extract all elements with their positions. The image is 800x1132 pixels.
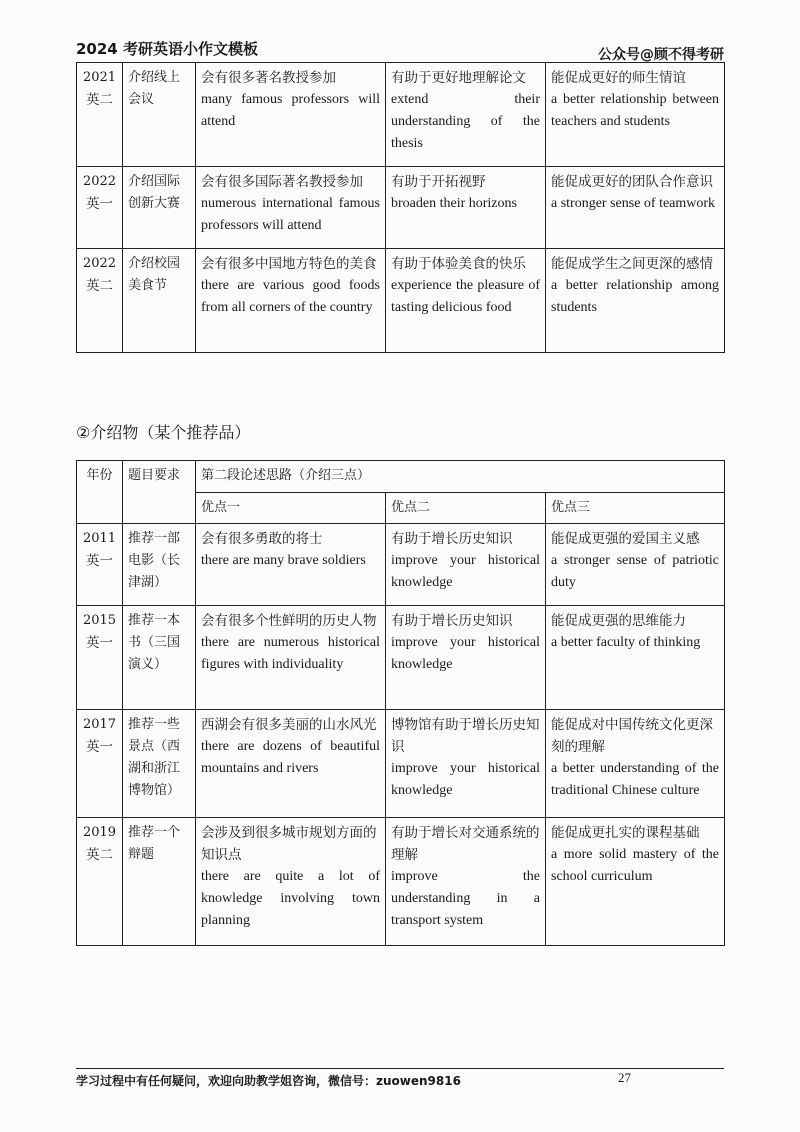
point-three-cell: 能促成更好的师生情谊 a better relationship between teachers and students bbox=[546, 63, 725, 167]
point-one-cell: 会有很多中国地方特色的美食 there are various good foods from all corners of the country bbox=[196, 249, 386, 353]
table-row bbox=[77, 710, 725, 818]
topic-cell: 推荐一本书（三国演义） bbox=[123, 606, 196, 710]
topic-cell: 介绍国际创新大赛 bbox=[123, 167, 196, 249]
table-row bbox=[77, 63, 725, 167]
table-row bbox=[77, 167, 725, 249]
page-header bbox=[76, 34, 724, 63]
year-cell: 2022 英二 bbox=[77, 249, 123, 353]
year-cell: 2021 英二 bbox=[77, 63, 123, 167]
point-two-cell: 有助于体验美食的快乐 experience the pleasure of tasting delicious food bbox=[386, 249, 546, 353]
table-recommendations bbox=[76, 460, 725, 946]
column-header-topic: 题目要求 bbox=[123, 461, 196, 524]
point-one-cell: 会有很多著名教授参加 many famous professors will attend bbox=[196, 63, 386, 167]
header-account: 公众号@顾不得考研 bbox=[598, 47, 724, 63]
page-number: 27 bbox=[618, 1070, 631, 1085]
table-header-row bbox=[77, 461, 725, 493]
point-two-cell: 有助于增长历史知识 improve your historical knowledge bbox=[386, 524, 546, 606]
year-cell: 2017 英一 bbox=[77, 710, 123, 818]
year-cell: 2022 英一 bbox=[77, 167, 123, 249]
column-header-point-two: 优点二 bbox=[386, 493, 546, 524]
point-two-cell: 有助于更好地理解论文 extend their understanding of the thesis bbox=[386, 63, 546, 167]
point-one-cell: 西湖会有很多美丽的山水风光 there are dozens of beautiful mountains and rivers bbox=[196, 710, 386, 818]
point-two-cell: 有助于增长历史知识 improve your historical knowledge bbox=[386, 606, 546, 710]
column-header-point-one: 优点一 bbox=[196, 493, 386, 524]
point-two-cell: 博物馆有助于增长历史知识 improve your historical knowledge bbox=[386, 710, 546, 818]
point-three-cell: 能促成更强的思维能力 a better faculty of thinking bbox=[546, 606, 725, 710]
table-people-events bbox=[76, 62, 725, 353]
table-row bbox=[77, 524, 725, 606]
column-header-year: 年份 bbox=[77, 461, 123, 524]
topic-cell: 推荐一部电影（长津湖） bbox=[123, 524, 196, 606]
table-row bbox=[77, 818, 725, 946]
table-row bbox=[77, 606, 725, 710]
topic-cell: 推荐一个辩题 bbox=[123, 818, 196, 946]
footer-divider bbox=[76, 1068, 724, 1069]
point-two-cell: 有助于增长对交通系统的理解 improve the understanding in a transport system bbox=[386, 818, 546, 946]
year-cell: 2015 英一 bbox=[77, 606, 123, 710]
point-one-cell: 会涉及到很多城市规划方面的知识点 there are quite a lot of knowledge involving town planning bbox=[196, 818, 386, 946]
section-heading: ②介绍物（某个推荐品） bbox=[76, 423, 251, 442]
header-title: 2024 考研英语小作文模板 bbox=[76, 40, 258, 58]
point-one-cell: 会有很多勇敢的将士 there are many brave soldiers bbox=[196, 524, 386, 606]
point-one-cell: 会有很多国际著名教授参加 numerous international famous professors will attend bbox=[196, 167, 386, 249]
point-three-cell: 能促成对中国传统文化更深刻的理解 a better understanding of the traditional Chinese culture bbox=[546, 710, 725, 818]
point-three-cell: 能促成更扎实的课程基础 a more solid mastery of the school curriculum bbox=[546, 818, 725, 946]
footer-note: 学习过程中有任何疑问，欢迎向助教学姐咨询，微信号：zuowen9816 bbox=[76, 1074, 461, 1088]
point-three-cell: 能促成更强的爱国主义感 a stronger sense of patriotic duty bbox=[546, 524, 725, 606]
topic-cell: 推荐一些景点（西湖和浙江博物馆） bbox=[123, 710, 196, 818]
topic-cell: 介绍线上会议 bbox=[123, 63, 196, 167]
topic-cell: 介绍校园美食节 bbox=[123, 249, 196, 353]
column-header-main: 第二段论述思路（介绍三点） bbox=[196, 461, 725, 493]
table-row bbox=[77, 249, 725, 353]
year-cell: 2019 英二 bbox=[77, 818, 123, 946]
point-two-cell: 有助于开拓视野 broaden their horizons bbox=[386, 167, 546, 249]
point-one-cell: 会有很多个性鲜明的历史人物 there are numerous historical figures with individuality bbox=[196, 606, 386, 710]
point-three-cell: 能促成学生之间更深的感情 a better relationship among students bbox=[546, 249, 725, 353]
year-cell: 2011 英一 bbox=[77, 524, 123, 606]
column-header-point-three: 优点三 bbox=[546, 493, 725, 524]
point-three-cell: 能促成更好的团队合作意识 a stronger sense of teamwork bbox=[546, 167, 725, 249]
